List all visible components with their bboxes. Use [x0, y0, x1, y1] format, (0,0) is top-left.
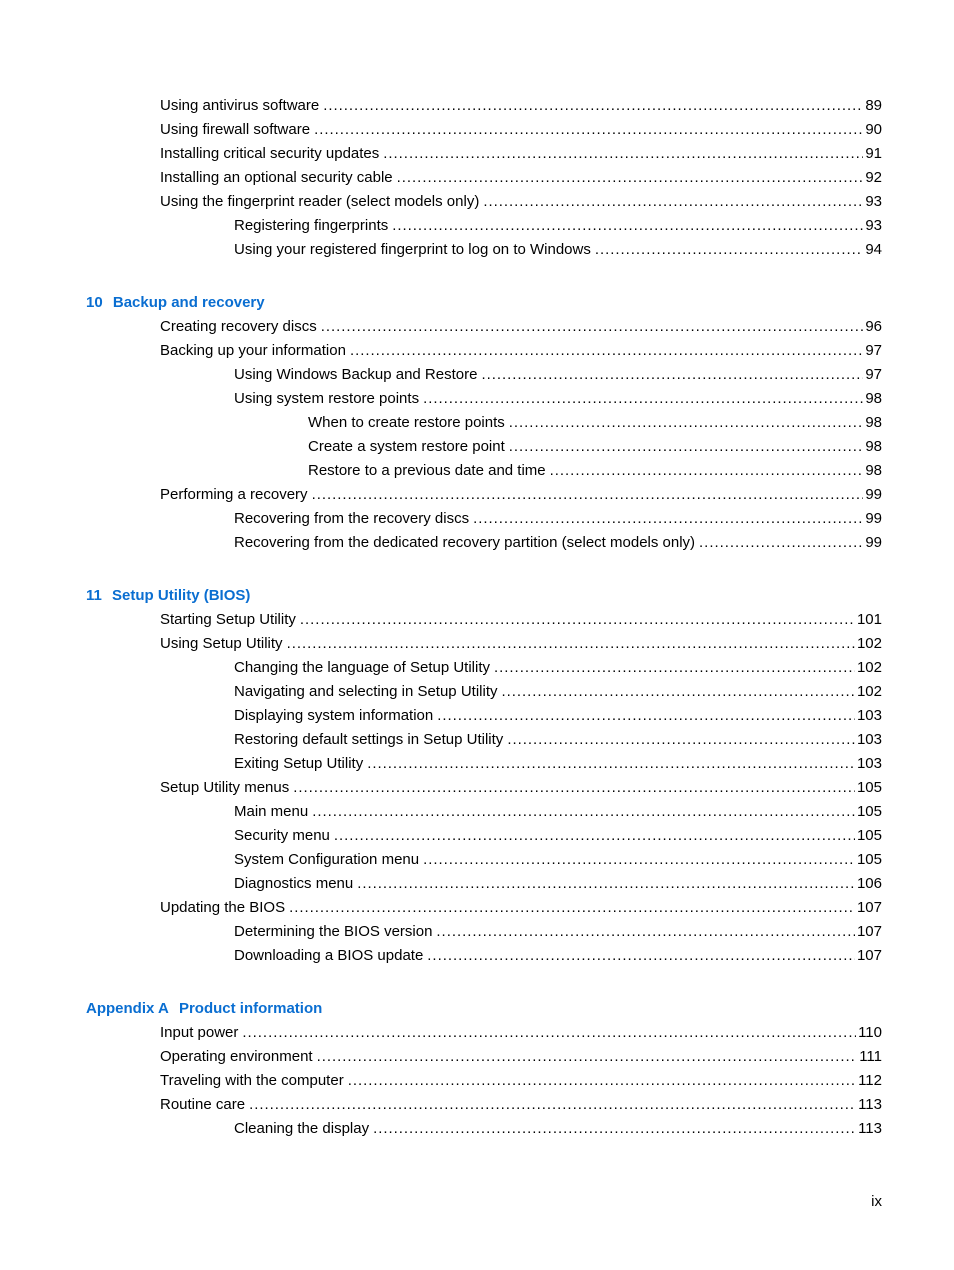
toc-entry-title: Create a system restore point: [308, 438, 505, 455]
toc-entry[interactable]: [160, 317, 882, 337]
dot-leader: [289, 898, 855, 918]
toc-entry-page: 94: [865, 241, 882, 258]
toc-entry-page: 113: [858, 1096, 882, 1113]
dot-leader: [293, 778, 855, 798]
section-title: Product information: [178, 1000, 323, 1017]
toc-entry-title: Using your registered fingerprint to log on to Windows: [234, 241, 591, 258]
toc-entry-page: 89: [865, 97, 882, 114]
toc-entry-page: 113: [858, 1120, 882, 1137]
toc-entry-title: Restore to a previous date and time: [308, 462, 546, 479]
dot-leader: [473, 509, 863, 529]
toc-entry-page: 99: [865, 510, 882, 527]
dot-leader: [423, 389, 863, 409]
dot-leader: [242, 1023, 856, 1043]
toc-entry-page: 105: [856, 827, 882, 844]
toc-entry-title: Updating the BIOS: [160, 899, 286, 916]
toc-entry[interactable]: [234, 682, 882, 702]
toc-entry-title: Diagnostics menu: [234, 875, 354, 892]
toc-entry-title: Performing a recovery: [160, 486, 308, 503]
dot-leader: [494, 658, 855, 678]
toc-entry[interactable]: [160, 485, 882, 505]
toc-entry[interactable]: [234, 216, 882, 236]
dot-leader: [427, 946, 855, 966]
dot-leader: [383, 144, 863, 164]
dot-leader: [314, 120, 863, 140]
toc-entry-title: Installing an optional security cable: [160, 169, 393, 186]
toc-entry[interactable]: [234, 365, 882, 385]
toc-entry-title: Displaying system information: [234, 707, 434, 724]
toc-entry[interactable]: [234, 826, 882, 846]
toc-entry-page: 105: [856, 851, 882, 868]
toc-entry-title: Recovering from the dedicated recovery partition (select models only): [234, 534, 696, 551]
toc-entry-page: 106: [856, 875, 882, 892]
section-title: Backup and recovery: [112, 294, 265, 311]
dot-leader: [437, 706, 855, 726]
toc-entry-page: 92: [865, 169, 882, 186]
toc-entry-title: Routine care: [160, 1096, 246, 1113]
toc-entry-title: Starting Setup Utility: [160, 611, 296, 628]
toc-entry-page: 103: [856, 755, 882, 772]
toc-entry[interactable]: [160, 144, 882, 164]
section-number: 11: [86, 587, 102, 604]
toc-entry-title: Creating recovery discs: [160, 318, 317, 335]
toc-entry-title: Security menu: [234, 827, 330, 844]
toc-entry-title: Operating environment: [160, 1048, 313, 1065]
toc-entry[interactable]: [160, 192, 882, 212]
toc-entry[interactable]: [234, 874, 882, 894]
dot-leader: [550, 461, 864, 481]
dot-leader: [507, 730, 855, 750]
dot-leader: [249, 1095, 856, 1115]
toc-entry-page: 103: [856, 707, 882, 724]
toc-entry[interactable]: [234, 1119, 882, 1139]
toc-entry-title: Downloading a BIOS update: [234, 947, 424, 964]
dot-leader: [481, 365, 863, 385]
dot-leader: [317, 1047, 858, 1067]
toc-entry-title: Determining the BIOS version: [234, 923, 433, 940]
toc-entry-page: 102: [856, 659, 882, 676]
toc-entry-title: System Configuration menu: [234, 851, 420, 868]
toc-entry-page: 97: [865, 342, 882, 359]
toc-entry-page: 112: [858, 1072, 882, 1089]
toc-entry-page: 99: [865, 534, 882, 551]
toc-entry[interactable]: [160, 1095, 882, 1115]
toc-entry-page: 111: [859, 1048, 882, 1065]
dot-leader: [312, 485, 864, 505]
toc-entry-title: Input power: [160, 1024, 239, 1041]
toc-entry[interactable]: [160, 96, 882, 116]
toc-entry[interactable]: [160, 168, 882, 188]
toc-entry-page: 102: [856, 683, 882, 700]
toc-entry[interactable]: [234, 946, 882, 966]
toc-entry[interactable]: [308, 437, 882, 457]
toc-entry-page: 102: [856, 635, 882, 652]
toc-entry[interactable]: [234, 850, 882, 870]
dot-leader: [321, 317, 864, 337]
toc-entry-page: 107: [856, 899, 882, 916]
dot-leader: [436, 922, 855, 942]
dot-leader: [357, 874, 855, 894]
toc-entry-page: 110: [858, 1024, 882, 1041]
toc-entry-page: 98: [865, 462, 882, 479]
toc-entry[interactable]: [160, 610, 882, 630]
toc-entry-title: Using the fingerprint reader (select models only): [160, 193, 480, 210]
toc-entry[interactable]: [234, 533, 882, 553]
toc-entry[interactable]: [234, 754, 882, 774]
toc-entry[interactable]: [160, 778, 882, 798]
toc-entry[interactable]: [234, 730, 882, 750]
dot-leader: [300, 610, 855, 630]
toc-entry[interactable]: [234, 922, 882, 942]
toc-entry[interactable]: [234, 240, 882, 260]
toc-entry-page: 98: [865, 414, 882, 431]
dot-leader: [323, 96, 863, 116]
toc-entry-title: When to create restore points: [308, 414, 505, 431]
toc-entry-title: Using antivirus software: [160, 97, 320, 114]
toc-entry-title: Using Windows Backup and Restore: [234, 366, 478, 383]
toc-entry[interactable]: [160, 1023, 882, 1043]
toc-entry[interactable]: [160, 1047, 882, 1067]
toc-entry-title: Backing up your information: [160, 342, 346, 359]
toc-entry-title: Restoring default settings in Setup Utility: [234, 731, 504, 748]
toc-entry-title: Changing the language of Setup Utility: [234, 659, 491, 676]
toc-entry[interactable]: [308, 461, 882, 481]
toc-entry-page: 105: [856, 779, 882, 796]
toc-entry-title: Cleaning the display: [234, 1120, 370, 1137]
toc-entry-title: Recovering from the recovery discs: [234, 510, 470, 527]
toc-entry-page: 103: [856, 731, 882, 748]
toc-entry-title: Exiting Setup Utility: [234, 755, 364, 772]
toc-entry-title: Using firewall software: [160, 121, 311, 138]
toc-entry-page: 93: [865, 217, 882, 234]
toc-entry[interactable]: [160, 1071, 882, 1091]
toc-entry[interactable]: [160, 120, 882, 140]
section-number: 10: [86, 294, 103, 311]
section-title: Setup Utility (BIOS): [112, 587, 251, 604]
toc-entry[interactable]: [160, 341, 882, 361]
toc-entry-page: 101: [856, 611, 882, 628]
dot-leader: [509, 413, 864, 433]
toc-entry-page: 96: [865, 318, 882, 335]
toc-entry-title: Using system restore points: [234, 390, 420, 407]
toc-entry-page: 90: [865, 121, 882, 138]
section-heading[interactable]: [86, 586, 250, 606]
dot-leader: [287, 634, 855, 654]
dot-leader: [392, 216, 863, 236]
toc-entry-title: Installing critical security updates: [160, 145, 380, 162]
toc-entry-page: 91: [865, 145, 882, 162]
dot-leader: [397, 168, 864, 188]
toc-entry[interactable]: [234, 509, 882, 529]
dot-leader: [501, 682, 854, 702]
toc-entry-title: Navigating and selecting in Setup Utility: [234, 683, 498, 700]
toc-entry[interactable]: [160, 634, 882, 654]
toc-entry[interactable]: [234, 706, 882, 726]
toc-entry-page: 105: [856, 803, 882, 820]
dot-leader: [350, 341, 863, 361]
dot-leader: [334, 826, 855, 846]
toc-entry-page: 107: [856, 947, 882, 964]
toc-entry-title: Using Setup Utility: [160, 635, 283, 652]
dot-leader: [312, 802, 855, 822]
toc-entry-page: 107: [856, 923, 882, 940]
toc-entry-title: Traveling with the computer: [160, 1072, 344, 1089]
toc-entry-title: Registering fingerprints: [234, 217, 389, 234]
toc-entry[interactable]: [234, 802, 882, 822]
dot-leader: [509, 437, 864, 457]
dot-leader: [348, 1071, 856, 1091]
toc-entry-page: 98: [865, 390, 882, 407]
section-heading[interactable]: [86, 293, 265, 313]
toc-entry[interactable]: [234, 658, 882, 678]
dot-leader: [699, 533, 863, 553]
toc-entry[interactable]: [308, 413, 882, 433]
toc-entry-title: Main menu: [234, 803, 309, 820]
section-number: Appendix A: [86, 1000, 169, 1017]
section-heading[interactable]: [86, 999, 322, 1019]
page-number: ix: [871, 1193, 882, 1210]
toc-entry-page: 99: [865, 486, 882, 503]
dot-leader: [423, 850, 855, 870]
toc-entry-page: 98: [865, 438, 882, 455]
toc-entry[interactable]: [160, 898, 882, 918]
toc-entry-page: 93: [865, 193, 882, 210]
dot-leader: [373, 1119, 856, 1139]
dot-leader: [483, 192, 863, 212]
toc-entry-title: Setup Utility menus: [160, 779, 290, 796]
dot-leader: [595, 240, 863, 260]
toc-entry[interactable]: [234, 389, 882, 409]
dot-leader: [367, 754, 855, 774]
toc-entry-page: 97: [865, 366, 882, 383]
